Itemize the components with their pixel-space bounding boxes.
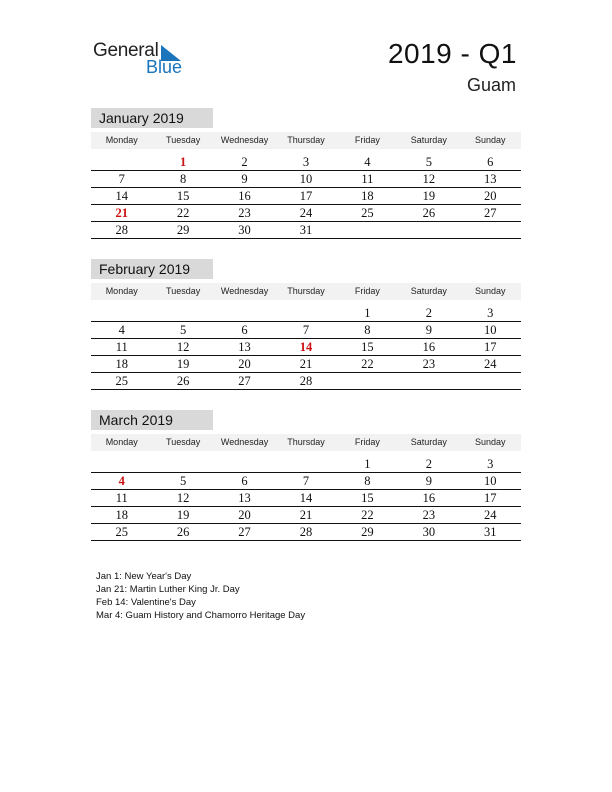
day-cell: 25 bbox=[115, 525, 128, 539]
month-calendar bbox=[91, 108, 521, 243]
day-cell: 12 bbox=[176, 491, 190, 505]
weekday-label: Sunday bbox=[474, 286, 506, 296]
empty-day-cell bbox=[91, 154, 152, 170]
day-cell: 13 bbox=[238, 340, 251, 354]
day-cell: 2 bbox=[425, 457, 432, 471]
day-cell: 6 bbox=[487, 155, 494, 169]
week-row bbox=[91, 305, 521, 322]
day-cell: 17 bbox=[483, 340, 497, 354]
weekday-header bbox=[91, 283, 521, 300]
day-cell: 8 bbox=[180, 172, 187, 186]
day-cell: 11 bbox=[115, 491, 128, 505]
day-cell: 26 bbox=[176, 374, 190, 388]
day-cell: 17 bbox=[299, 189, 313, 203]
day-cell: 31 bbox=[299, 223, 313, 237]
empty-day-cell bbox=[398, 222, 459, 238]
holiday-day-cell: 4 bbox=[118, 474, 125, 488]
day-cell: 23 bbox=[238, 206, 251, 220]
holiday-note: Jan 1: New Year's Day bbox=[96, 571, 192, 582]
empty-day-cell bbox=[214, 456, 275, 472]
month-title: February 2019 bbox=[91, 259, 213, 279]
day-cell: 2 bbox=[425, 306, 432, 320]
month-title: March 2019 bbox=[91, 410, 213, 430]
day-cell: 5 bbox=[425, 155, 432, 169]
week-row bbox=[91, 154, 521, 171]
day-cell: 9 bbox=[425, 323, 432, 337]
day-cell: 4 bbox=[364, 155, 371, 169]
page-title: 2019 - Q1 bbox=[387, 38, 517, 69]
day-cell: 7 bbox=[302, 323, 310, 337]
generalblue-logo bbox=[93, 40, 193, 80]
day-cell: 13 bbox=[483, 172, 497, 186]
weekday-label: Thursday bbox=[287, 437, 325, 447]
weekday-header bbox=[91, 434, 521, 451]
week-row bbox=[91, 171, 521, 188]
weekday-label: Thursday bbox=[287, 135, 325, 145]
weekday-label: Monday bbox=[105, 437, 138, 447]
day-cell: 16 bbox=[238, 189, 251, 203]
day-cell: 4 bbox=[118, 323, 125, 337]
weekday-label: Wednesday bbox=[220, 286, 269, 296]
logo-text-blue: Blue bbox=[146, 57, 183, 77]
day-cell: 29 bbox=[176, 223, 190, 237]
day-cell: 8 bbox=[364, 323, 371, 337]
day-cell: 30 bbox=[422, 525, 436, 539]
day-cell: 27 bbox=[483, 206, 497, 220]
holiday-note: Feb 14: Valentine's Day bbox=[96, 597, 196, 608]
week-row bbox=[91, 222, 521, 239]
region-label: Guam bbox=[466, 75, 516, 95]
day-cell: 28 bbox=[299, 525, 313, 539]
week-row bbox=[91, 188, 521, 205]
day-cell: 26 bbox=[422, 206, 436, 220]
day-cell: 23 bbox=[422, 357, 436, 371]
day-cell: 8 bbox=[364, 474, 371, 488]
empty-day-cell bbox=[460, 222, 521, 238]
day-cell: 26 bbox=[176, 525, 190, 539]
month-calendar bbox=[91, 259, 521, 394]
day-cell: 7 bbox=[118, 172, 125, 186]
week-row bbox=[91, 205, 521, 222]
empty-day-cell bbox=[214, 305, 275, 321]
day-cell: 22 bbox=[361, 357, 374, 371]
month-title: January 2019 bbox=[91, 108, 213, 128]
weekday-label: Wednesday bbox=[220, 437, 269, 447]
weekday-label: Tuesday bbox=[166, 135, 201, 145]
day-cell: 15 bbox=[176, 189, 190, 203]
day-cell: 20 bbox=[483, 189, 497, 203]
weekday-header bbox=[91, 132, 521, 149]
day-cell: 11 bbox=[361, 172, 374, 186]
weekday-label: Sunday bbox=[474, 437, 506, 447]
weekday-label: Friday bbox=[354, 286, 380, 296]
day-cell: 9 bbox=[241, 172, 248, 186]
day-cell: 3 bbox=[487, 457, 494, 471]
weekday-label: Friday bbox=[354, 437, 380, 447]
day-cell: 30 bbox=[238, 223, 251, 237]
week-row bbox=[91, 339, 521, 356]
week-row bbox=[91, 490, 521, 507]
day-cell: 7 bbox=[302, 474, 310, 488]
day-cell: 13 bbox=[238, 491, 251, 505]
day-cell: 10 bbox=[483, 323, 497, 337]
day-cell: 18 bbox=[361, 189, 374, 203]
empty-day-cell bbox=[337, 222, 398, 238]
day-cell: 29 bbox=[361, 525, 374, 539]
day-cell: 6 bbox=[241, 323, 248, 337]
day-cell: 27 bbox=[238, 374, 251, 388]
empty-day-cell bbox=[152, 456, 213, 472]
week-row bbox=[91, 507, 521, 524]
day-cell: 23 bbox=[422, 508, 436, 522]
day-cell: 28 bbox=[115, 223, 128, 237]
holiday-note: Jan 21: Martin Luther King Jr. Day bbox=[96, 584, 240, 595]
day-cell: 24 bbox=[483, 508, 497, 522]
weekday-label: Thursday bbox=[287, 286, 325, 296]
day-cell: 12 bbox=[176, 340, 190, 354]
day-cell: 3 bbox=[487, 306, 494, 320]
day-cell: 14 bbox=[299, 491, 313, 505]
day-cell: 22 bbox=[361, 508, 374, 522]
weekday-label: Wednesday bbox=[220, 135, 269, 145]
day-cell: 12 bbox=[422, 172, 436, 186]
empty-day-cell bbox=[460, 373, 521, 389]
day-cell: 25 bbox=[115, 374, 128, 388]
day-cell: 6 bbox=[241, 474, 248, 488]
weekday-label: Friday bbox=[354, 135, 380, 145]
day-cell: 31 bbox=[483, 525, 497, 539]
day-cell: 1 bbox=[364, 457, 371, 471]
holiday-day-cell: 14 bbox=[299, 340, 313, 354]
week-row bbox=[91, 322, 521, 339]
week-row bbox=[91, 524, 521, 541]
day-cell: 2 bbox=[241, 155, 248, 169]
day-cell: 19 bbox=[176, 357, 190, 371]
day-cell: 10 bbox=[483, 474, 497, 488]
holiday-day-cell: 21 bbox=[115, 206, 128, 220]
day-cell: 20 bbox=[238, 508, 251, 522]
day-cell: 9 bbox=[425, 474, 432, 488]
day-cell: 17 bbox=[483, 491, 497, 505]
weekday-label: Tuesday bbox=[166, 437, 201, 447]
day-cell: 5 bbox=[180, 474, 187, 488]
week-row bbox=[91, 473, 521, 490]
empty-day-cell bbox=[398, 373, 459, 389]
weekday-label: Monday bbox=[105, 286, 138, 296]
month-calendar bbox=[91, 410, 521, 545]
day-cell: 18 bbox=[115, 508, 128, 522]
week-row bbox=[91, 356, 521, 373]
holiday-day-cell: 1 bbox=[180, 155, 187, 169]
day-cell: 1 bbox=[364, 306, 371, 320]
day-cell: 10 bbox=[299, 172, 313, 186]
day-cell: 19 bbox=[422, 189, 436, 203]
empty-day-cell bbox=[152, 305, 213, 321]
day-cell: 3 bbox=[302, 155, 310, 169]
day-cell: 22 bbox=[176, 206, 190, 220]
day-cell: 21 bbox=[299, 357, 313, 371]
day-cell: 25 bbox=[361, 206, 374, 220]
day-cell: 28 bbox=[299, 374, 313, 388]
day-cell: 27 bbox=[238, 525, 251, 539]
day-cell: 16 bbox=[422, 491, 436, 505]
weekday-label: Saturday bbox=[410, 437, 447, 447]
weekday-label: Tuesday bbox=[166, 286, 201, 296]
holiday-notes bbox=[96, 570, 305, 622]
day-cell: 14 bbox=[115, 189, 128, 203]
day-cell: 15 bbox=[361, 340, 374, 354]
weekday-label: Saturday bbox=[410, 286, 447, 296]
day-cell: 18 bbox=[115, 357, 128, 371]
day-cell: 19 bbox=[176, 508, 190, 522]
day-cell: 5 bbox=[180, 323, 187, 337]
weekday-label: Saturday bbox=[410, 135, 447, 145]
empty-day-cell bbox=[275, 305, 336, 321]
day-cell: 11 bbox=[115, 340, 128, 354]
week-row bbox=[91, 456, 521, 473]
holiday-note: Mar 4: Guam History and Chamorro Heritage Day bbox=[96, 610, 306, 621]
day-cell: 24 bbox=[483, 357, 497, 371]
empty-day-cell bbox=[91, 456, 152, 472]
week-row bbox=[91, 373, 521, 390]
day-cell: 21 bbox=[299, 508, 313, 522]
weekday-label: Sunday bbox=[474, 135, 506, 145]
empty-day-cell bbox=[91, 305, 152, 321]
day-cell: 24 bbox=[299, 206, 313, 220]
logo-text-general: General bbox=[93, 40, 159, 61]
weekday-label: Monday bbox=[105, 135, 138, 145]
empty-day-cell bbox=[337, 373, 398, 389]
empty-day-cell bbox=[275, 456, 336, 472]
day-cell: 16 bbox=[422, 340, 436, 354]
day-cell: 20 bbox=[238, 357, 251, 371]
day-cell: 15 bbox=[361, 491, 374, 505]
